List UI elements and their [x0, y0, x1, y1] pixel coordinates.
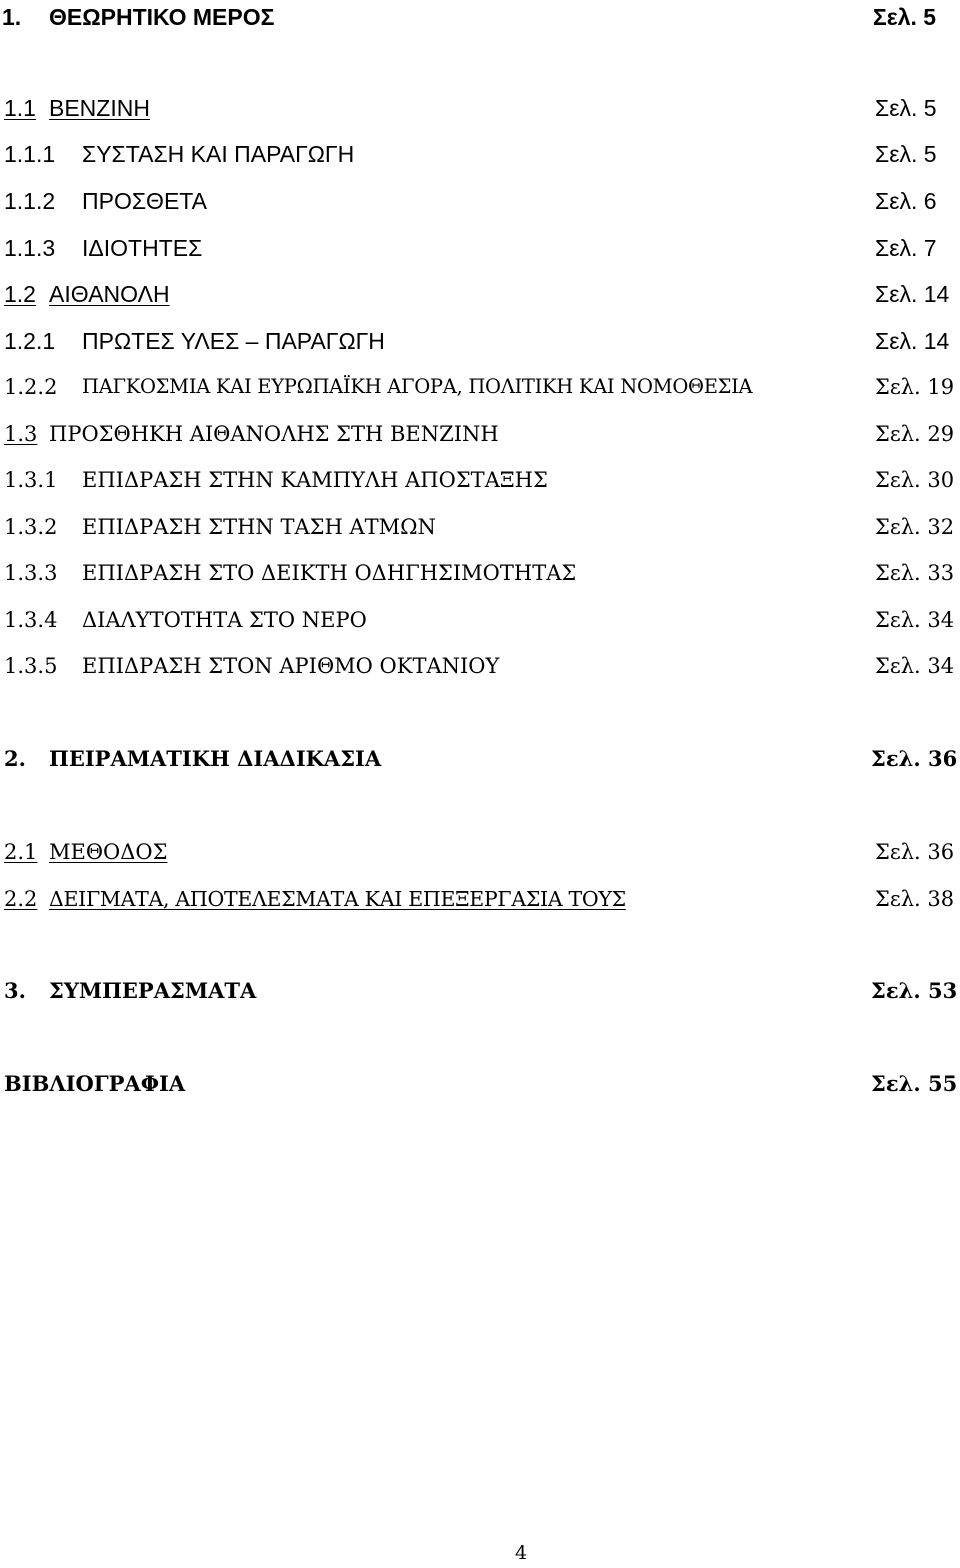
toc-title: ΒΙΒΛΙΟΓΡΑΦΙΑ	[4, 1071, 186, 1096]
toc-entry-2-1[interactable]	[0, 835, 960, 869]
toc-title: ΙΔΙΟΤΗΤΕΣ	[82, 235, 203, 261]
toc-entry-bibliography[interactable]	[0, 1067, 960, 1101]
toc-title: ΣΥΣΤΑΣΗ ΚΑΙ ΠΑΡΑΓΩΓΗ	[82, 141, 355, 167]
toc-entry-1-3-3[interactable]	[0, 556, 960, 590]
toc-number: 1.1.1	[4, 141, 56, 167]
toc-entry-1-3[interactable]	[0, 417, 960, 451]
toc-entry-1-3-2[interactable]	[0, 510, 960, 544]
toc-entry-1-1-2[interactable]	[0, 184, 960, 218]
toc-title: ΕΠΙΔΡΑΣΗ ΣΤΟ ΔΕΙΚΤΗ ΟΔΗΓΗΣΙΜΟΤΗΤΑΣ	[82, 561, 577, 585]
toc-number: 1.3.3	[4, 561, 58, 585]
toc-entry-1-2-2[interactable]	[0, 370, 960, 404]
toc-entry-1-1-3[interactable]	[0, 231, 960, 265]
toc-page: Σελ. 38	[875, 887, 955, 911]
toc-page: Σελ. 36	[871, 746, 958, 771]
toc-number: 2.1	[4, 840, 38, 864]
toc-number: 1.3.1	[4, 468, 58, 492]
toc-number: 1.3.5	[4, 654, 58, 678]
toc-title: ΘΕΩΡΗΤΙΚΟ ΜΕΡΟΣ	[49, 4, 275, 30]
toc-page: Σελ. 55	[871, 1071, 958, 1096]
toc-title: ΠΕΙΡΑΜΑΤΙΚΗ ΔΙΑΔΙΚΑΣΙΑ	[49, 746, 382, 771]
toc-entry-1-2-1[interactable]	[0, 324, 960, 358]
toc-page: Σελ. 29	[875, 422, 955, 446]
toc-number: 2.2	[4, 887, 38, 911]
toc-entry-3[interactable]	[0, 974, 960, 1008]
toc-number: 1.3.4	[4, 608, 58, 632]
toc-title: ΕΠΙΔΡΑΣΗ ΣΤΟΝ ΑΡΙΘΜΟ ΟΚΤΑΝΙΟΥ	[82, 654, 500, 678]
toc-page: Σελ. 6	[875, 188, 937, 214]
toc-page: Σελ. 32	[875, 515, 955, 539]
toc-entry-2-2[interactable]	[0, 882, 960, 916]
toc-page: Σελ. 33	[875, 561, 955, 585]
toc-page: Σελ. 36	[875, 840, 955, 864]
toc-number: 2.	[4, 746, 26, 771]
toc-title: ΠΡΟΣΘΕΤΑ	[82, 188, 207, 214]
toc-number: 1.1.3	[4, 235, 56, 261]
toc-entry-1-3-5[interactable]	[0, 649, 960, 683]
toc-entry-1[interactable]	[0, 0, 960, 34]
toc-number: 1.1.2	[4, 188, 56, 214]
toc-title: ΠΡΩΤΕΣ ΥΛΕΣ – ΠΑΡΑΓΩΓΗ	[82, 328, 385, 354]
toc-page: Σελ. 5	[875, 95, 937, 121]
toc-page: Σελ. 5	[873, 4, 937, 30]
toc-title: ΒΕΝΖΙΝΗ	[49, 95, 150, 121]
toc-entry-1-2[interactable]	[0, 277, 960, 311]
toc-title: ΠΡΟΣΘΗΚΗ ΑΙΘΑΝΟΛΗΣ ΣΤΗ ΒΕΝΖΙΝΗ	[49, 422, 499, 446]
toc-title: ΕΠΙΔΡΑΣΗ ΣΤΗΝ ΤΑΣΗ ΑΤΜΩΝ	[82, 515, 436, 539]
toc-page: Σελ. 34	[875, 608, 955, 632]
toc-number: 1.	[2, 4, 22, 30]
toc-number: 1.3.2	[4, 515, 58, 539]
toc-title: ΜΕΘΟΔΟΣ	[49, 840, 168, 864]
toc-title: ΑΙΘΑΝΟΛΗ	[49, 281, 170, 307]
toc-title: ΣΥΜΠΕΡΑΣΜΑΤΑ	[49, 978, 257, 1003]
toc-page: Σελ. 19	[875, 375, 955, 399]
toc-entry-1-1-1[interactable]	[0, 137, 960, 171]
toc-title: ΠΑΓΚΟΣΜΙΑ ΚΑΙ ΕΥΡΩΠΑΪΚΗ ΑΓΟΡΑ, ΠΟΛΙΤΙΚΗ ΚΑΙ ΝΟΜΟΘΕΣΙΑ	[82, 375, 753, 398]
toc-number: 1.2	[4, 281, 36, 307]
toc-entry-1-3-4[interactable]	[0, 603, 960, 637]
toc-page: Σελ. 7	[875, 235, 937, 261]
toc-title: ΕΠΙΔΡΑΣΗ ΣΤΗΝ ΚΑΜΠΥΛΗ ΑΠΟΣΤΑΞΗΣ	[82, 468, 548, 492]
toc-page: Σελ. 34	[875, 654, 955, 678]
toc-entry-1-1[interactable]	[0, 91, 960, 125]
toc-page: Σελ. 5	[875, 141, 937, 167]
toc-number: 1.3	[4, 422, 38, 446]
toc-number: 1.2.2	[4, 375, 58, 399]
toc-number: 3.	[4, 978, 26, 1003]
toc-page: Σελ. 53	[871, 978, 958, 1003]
toc-number: 1.1	[4, 95, 36, 121]
toc-title: ΔΙΑΛΥΤΟΤΗΤΑ ΣΤΟ ΝΕΡΟ	[82, 608, 367, 632]
page-number: 4	[514, 1542, 528, 1564]
toc-number: 1.2.1	[4, 328, 56, 354]
toc-page: Σελ. 30	[875, 468, 955, 492]
toc-entry-2[interactable]	[0, 742, 960, 776]
toc-title: ΔΕΙΓΜΑΤΑ, ΑΠΟΤΕΛΕΣΜΑΤΑ ΚΑΙ ΕΠΕΞΕΡΓΑΣΙΑ ΤΟΥΣ	[49, 887, 626, 911]
toc-page: Σελ. 14	[875, 328, 950, 354]
toc-entry-1-3-1[interactable]	[0, 463, 960, 497]
toc-page: Σελ. 14	[875, 281, 950, 307]
